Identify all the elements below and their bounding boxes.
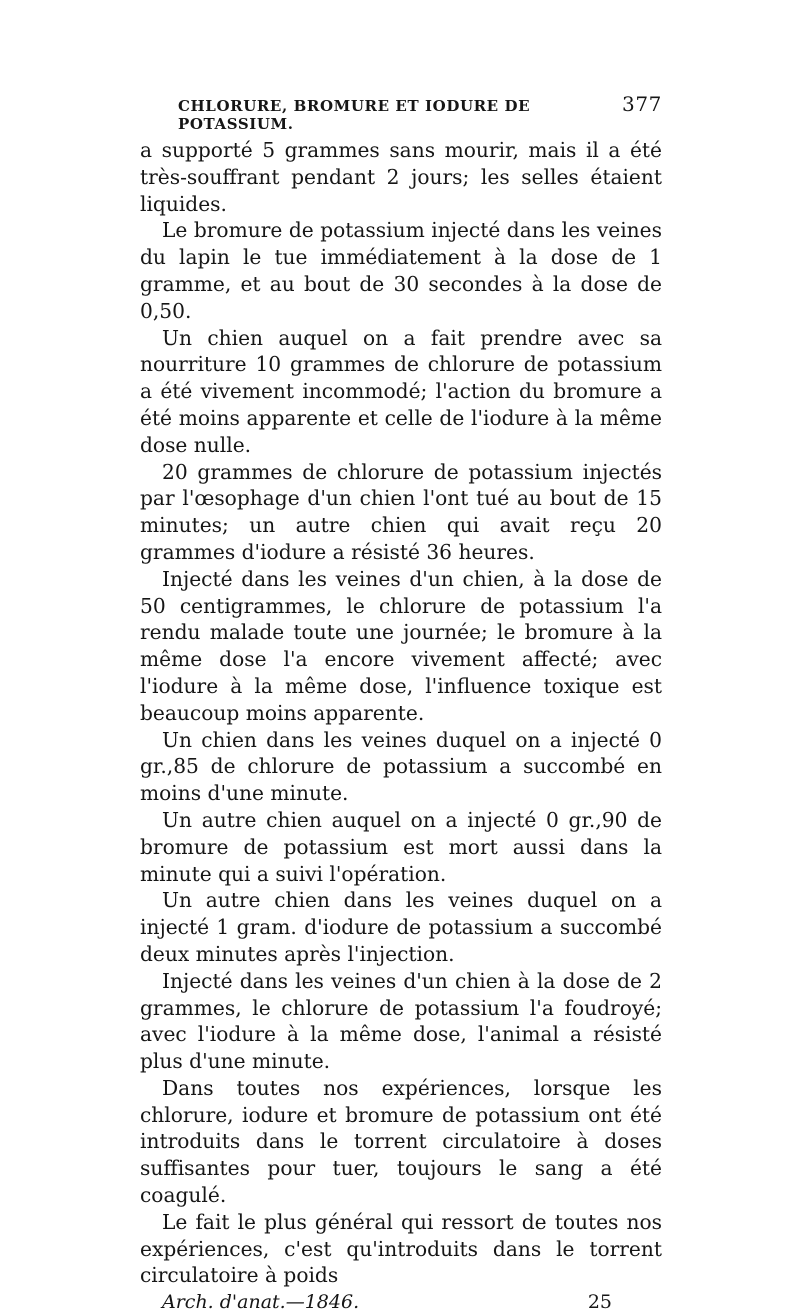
paragraph: Injecté dans les veines d'un chien, à la dose de 50 centigrammes, le chlorure de potassium l'a rendu malade toute une journée; le bromure à la même dose l'a encore vivement affecté; avec l'iodure à la même dose, l'influence toxique est beaucoup moins apparente. xyxy=(140,566,662,725)
paragraph: Un chien auquel on a fait prendre avec sa nourriture 10 grammes de chlorure de potassium a été vivement incommodé; l'action du bromure a été moins apparente et celle de l'iodure à la même dose nulle. xyxy=(140,325,662,457)
page-number: 377 xyxy=(622,92,662,116)
paragraph: Un autre chien dans les veines duquel on a injecté 1 gram. d'iodure de potassium a succombé deux minutes après l'injection. xyxy=(140,888,662,966)
book-page xyxy=(140,92,662,1313)
paragraph: Un chien dans les veines duquel on a injecté 0 gr.,85 de chlorure de potassium a succombé en moins d'une minute. xyxy=(140,727,662,806)
paragraph-continued: a supporté 5 grammes sans mourir, mais il a été très-souffrant pendant 2 jours; les selles étaient liquides. xyxy=(140,138,662,216)
running-title: CHLORURE, BROMURE ET IODURE DE POTASSIUM. xyxy=(178,97,531,133)
running-head xyxy=(140,92,662,133)
paragraph: Injecté dans les veines d'un chien à la dose de 2 grammes, le chlorure de potassium l'a foudroyé; avec l'iodure à la même dose, l'animal a résisté plus d'une minute. xyxy=(140,968,662,1074)
paragraph: Un autre chien auquel on a injecté 0 gr.,90 de bromure de potassium est mort aussi dans la minute qui a suivi l'opération. xyxy=(140,807,662,886)
signature-mark: 25 xyxy=(587,1291,612,1313)
paragraph: 20 grammes de chlorure de potassium injectés par l'œsophage d'un chien l'ont tué au bout de 15 minutes; un autre chien qui avait reçu 20 grammes d'iodure a résisté 36 heures. xyxy=(140,459,662,564)
paragraph: Le fait le plus général qui ressort de toutes nos expériences, c'est qu'introduits dans le torrent circulatoire à poids xyxy=(140,1209,662,1288)
body-text xyxy=(140,137,662,1289)
paragraph: Dans toutes nos expériences, lorsque les chlorure, iodure et bromure de potassium ont été introduits dans le torrent circulatoire à doses suffisantes pour tuer, toujours le sang a été coagulé. xyxy=(140,1075,662,1208)
printer-signature: Arch. d'anat.—1846. xyxy=(162,1291,360,1313)
page-footer xyxy=(140,1291,662,1313)
paragraph: Le bromure de potassium injecté dans les veines du lapin le tue immédiatement à la dose de 1 gramme, et au bout de 30 secondes à la dose de 0,50. xyxy=(140,218,662,323)
